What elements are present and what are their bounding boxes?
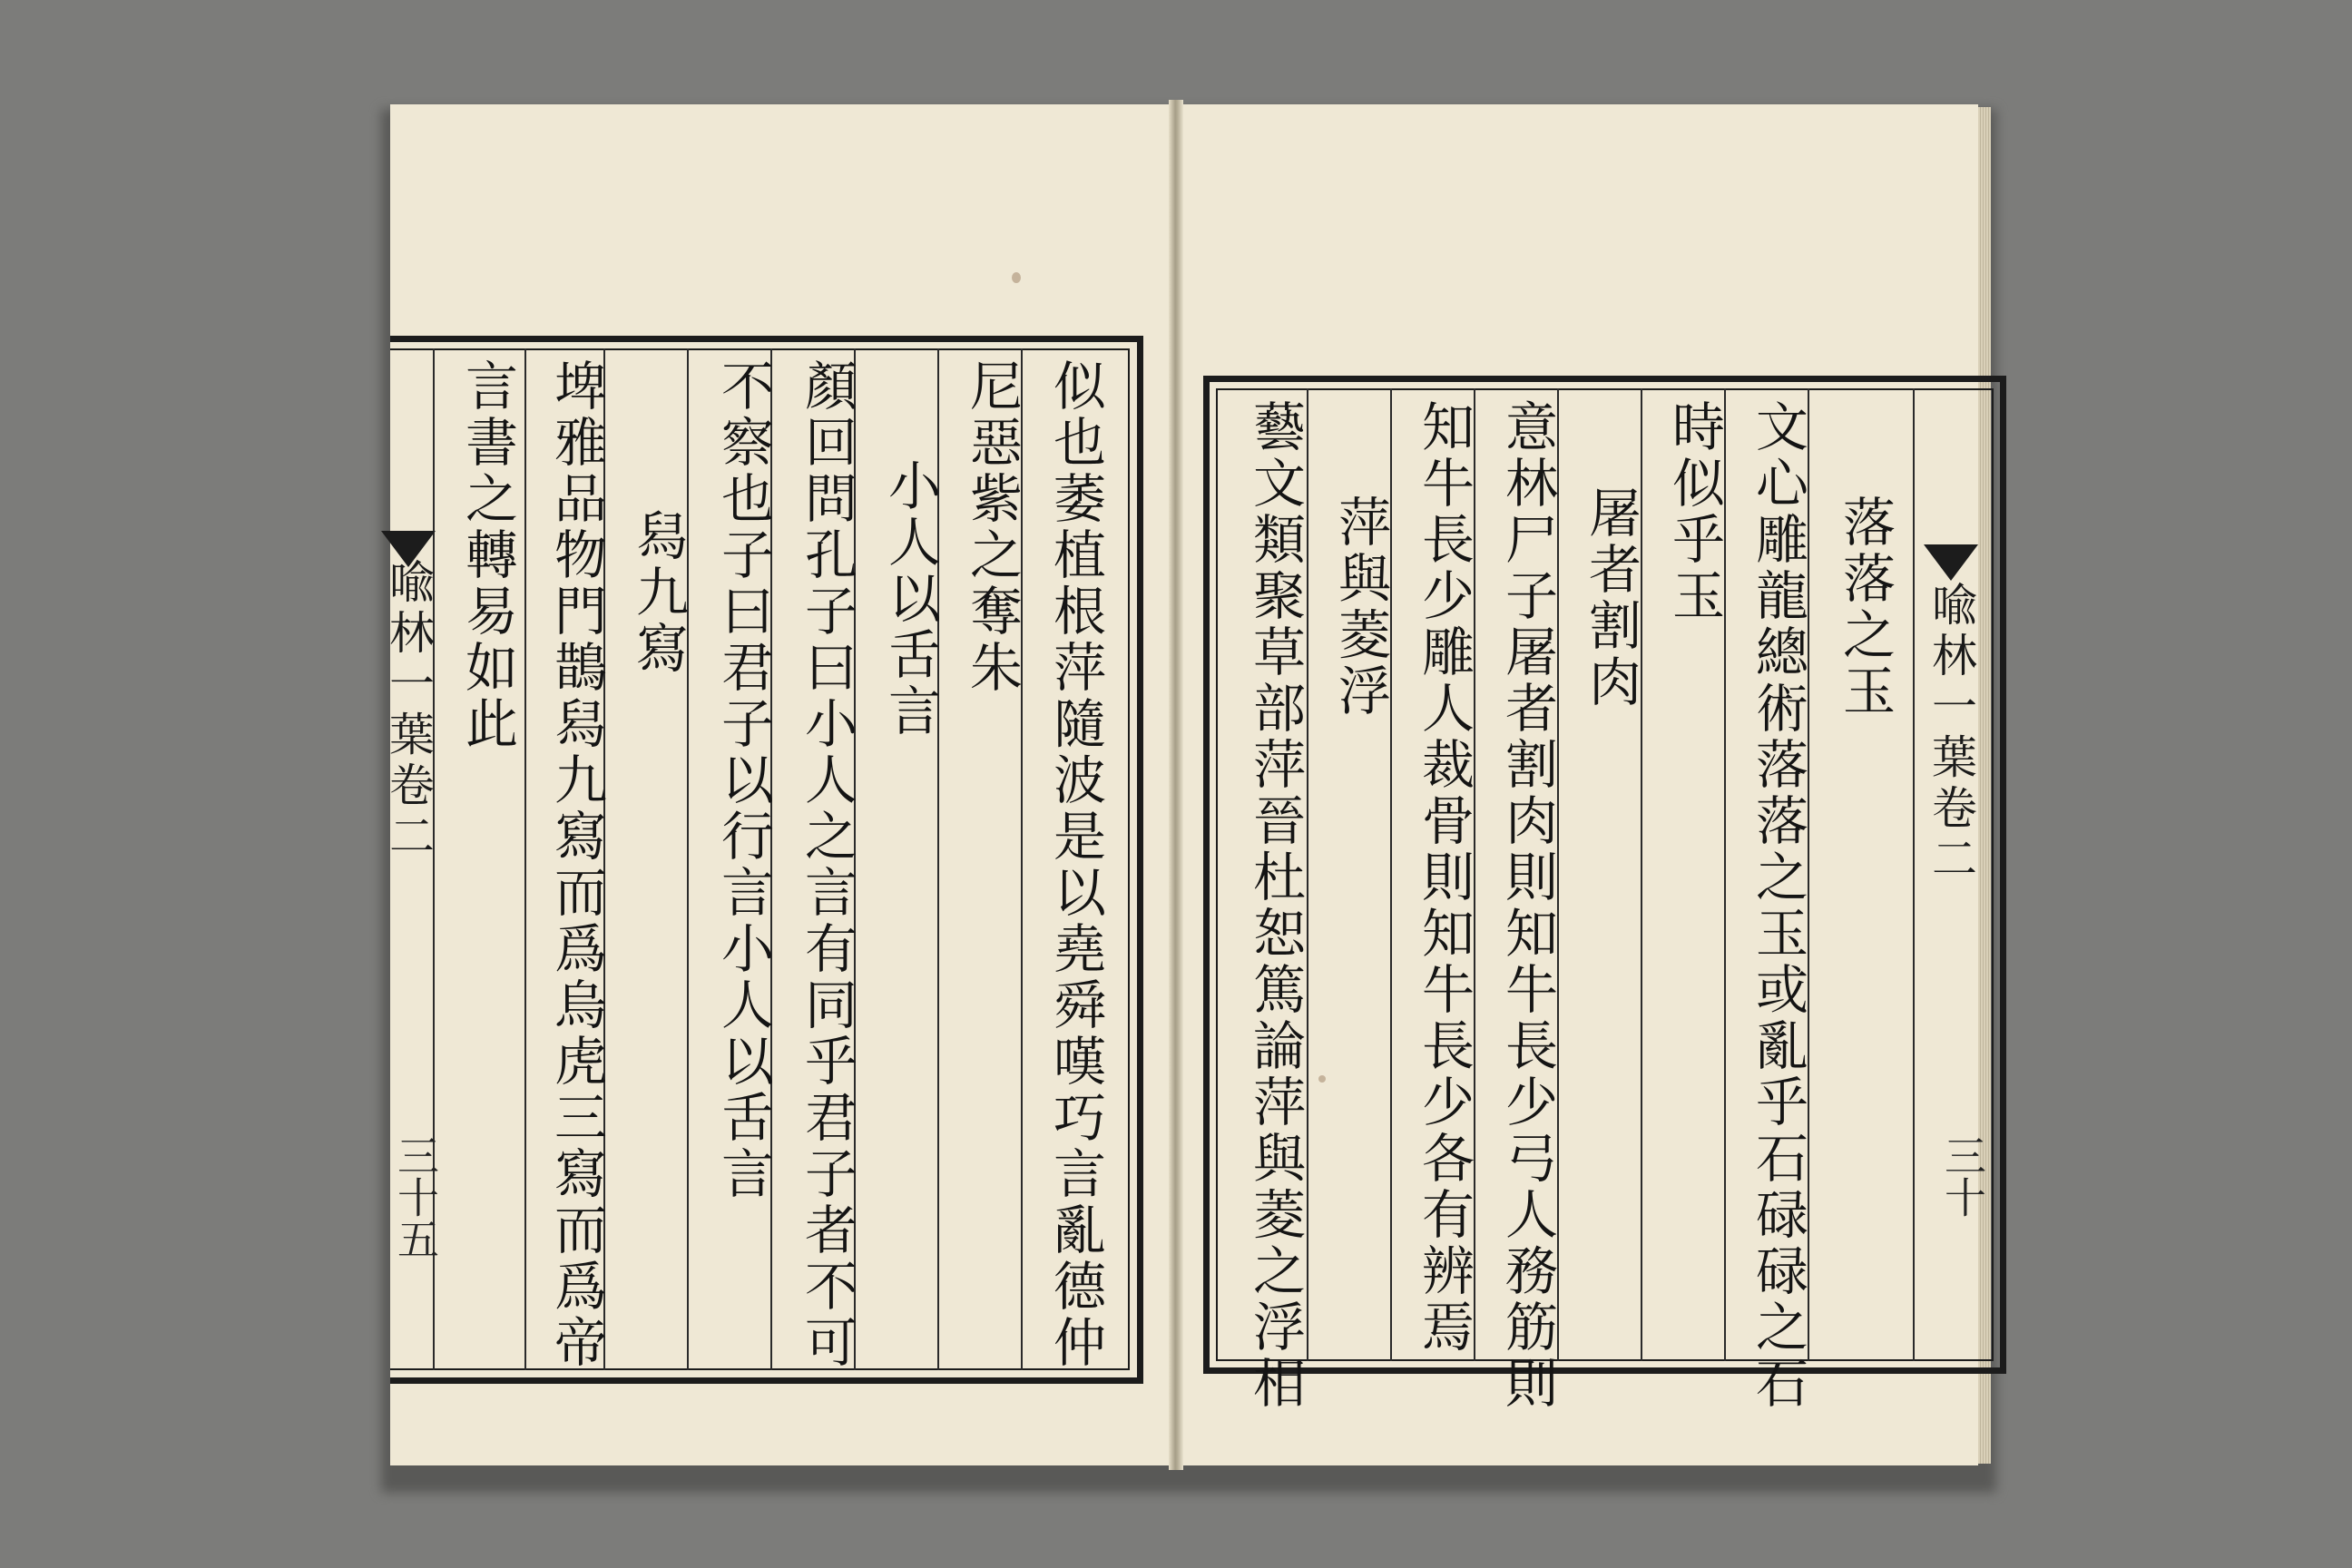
column-rule — [1913, 388, 1915, 1361]
left-page-number: 三十五 — [391, 1134, 440, 1259]
text-column: 言書之轉易如此 — [456, 358, 518, 752]
text-column: 舄九寫 — [627, 508, 689, 677]
text-column: 似也萎植根萍隨波是以堯舜嘆巧言亂德仲 — [1044, 358, 1106, 1371]
left-banxin-title: 喩林一葉卷二 — [382, 558, 435, 863]
right-banxin-title: 喩林一葉卷二 — [1925, 581, 1977, 886]
text-column: 萍與菱浮 — [1329, 495, 1391, 720]
text-column: 屠者割肉 — [1580, 485, 1642, 710]
text-column: 不察也子曰君子以行言小人以舌言 — [712, 358, 774, 1202]
text-column: 知牛長少雕人裁骨則知牛長少各有辨焉 — [1413, 399, 1475, 1356]
text-column: 文心雕龍總術落落之玉或亂乎石碌碌之石 — [1747, 399, 1808, 1412]
fishtail-mark — [1924, 544, 1978, 581]
text-column: 時似乎玉 — [1663, 399, 1725, 624]
text-column: 埤雅品物門鵲舄九寫而爲烏虎三寫而爲帝 — [545, 358, 607, 1371]
text-column: 落落之玉 — [1834, 495, 1896, 720]
column-rule — [1307, 388, 1308, 1361]
right-page-number: 三十 — [1938, 1134, 1987, 1218]
text-column: 藝文類聚草部萍晉杜恕篤論萍與菱之浮相 — [1244, 399, 1306, 1412]
column-rule — [524, 348, 526, 1370]
text-column: 尼惡紫之奪朱 — [961, 358, 1023, 696]
text-column: 意林尸子屠者割肉則知牛長少弓人務筋則 — [1496, 399, 1558, 1412]
book-gutter — [1169, 100, 1183, 1470]
text-column: 小人以舌言 — [879, 458, 941, 740]
column-rule — [687, 348, 689, 1370]
text-column: 顏回問孔子曰小人之言有同乎君子者不可 — [796, 358, 858, 1371]
stain-mark — [1012, 272, 1021, 283]
